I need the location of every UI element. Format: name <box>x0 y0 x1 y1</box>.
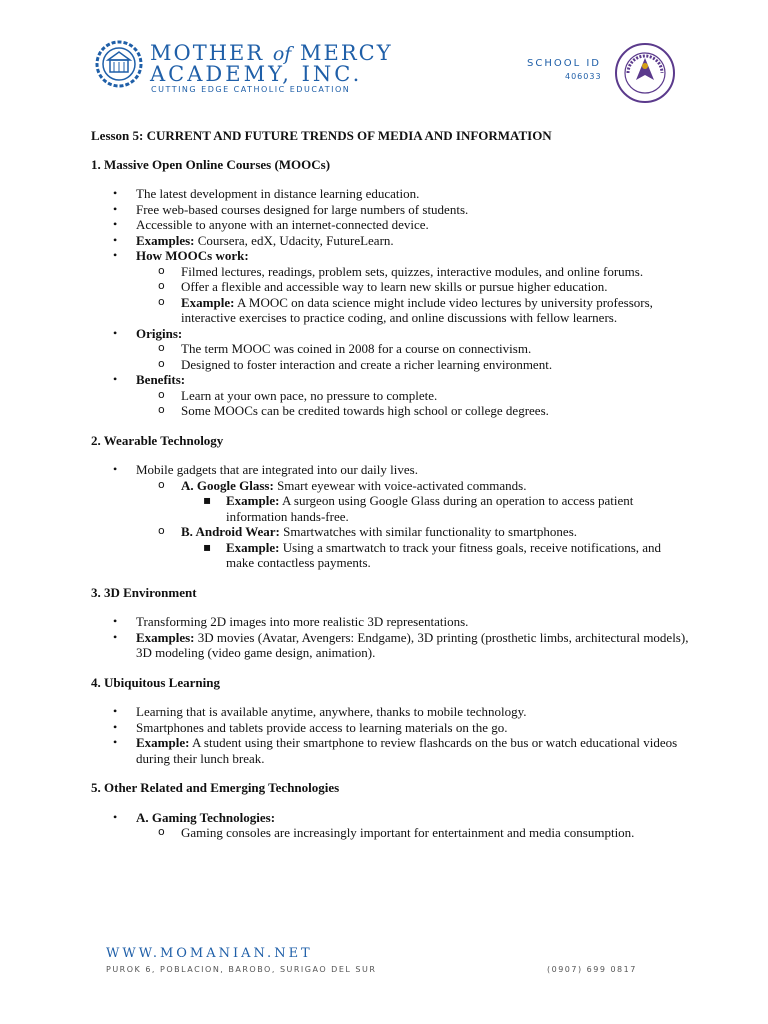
footer-address: PUROK 6, POBLACION, BAROBO, SURIGAO DEL SUR <box>106 965 377 974</box>
section-moocs-list <box>91 186 691 419</box>
list-item: • Free web-based courses designed for large numbers of students. <box>91 202 691 218</box>
sub-sub-list-item: ▪ Example: Using a smartwatch to track your fitness goals, receive notifications, and make contactless payments. <box>181 540 691 571</box>
deped-seal-icon <box>614 42 676 104</box>
sub-list-item: o Example: A MOOC on data science might include video lectures by university professors, interactive exercises to practice coding, and online discussions with fellow learners. <box>136 295 691 326</box>
sub-sub-list-item: ▪ Example: A surgeon using Google Glass during an operation to access patient information hands-free. <box>181 493 691 524</box>
section-emerging-title: 5. Other Related and Emerging Technologies <box>91 780 340 795</box>
section-emerging-list <box>91 810 691 841</box>
school-id-label: SCHOOL ID <box>527 58 601 69</box>
section-moocs-title: 1. Massive Open Online Courses (MOOCs) <box>91 156 331 172</box>
list-item: • Accessible to anyone with an internet-connected device. <box>91 217 691 233</box>
sub-list-item: o The term MOOC was coined in 2008 for a course on connectivism. <box>136 341 691 357</box>
document-header <box>0 0 768 110</box>
sub-list-item: o Filmed lectures, readings, problem sets, quizzes, interactive modules, and online forums. <box>136 264 691 280</box>
sub-list-item: o A. Google Glass: Smart eyewear with voice-activated commands. ▪ Example: A surgeon using Google Glass during an operation to access patient information hands-free. <box>136 478 691 525</box>
school-id-number: 406033 <box>565 72 602 81</box>
sub-list-item: o B. Android Wear: Smartwatches with similar functionality to smartphones. ▪ Example: Using a smartwatch to track your fitness goals, receive notifications, and make contactless payments. <box>136 524 691 571</box>
list-item: • Example: A student using their smartphone to review flashcards on the bus or watch educational videos during their lunch break. <box>91 735 691 766</box>
sub-list-item: o Gaming consoles are increasingly important for entertainment and media consumption. <box>136 825 691 841</box>
section-3d-title: 3. 3D Environment <box>91 584 197 600</box>
sub-list-item: o Some MOOCs can be credited towards high school or college degrees. <box>136 403 691 419</box>
school-tagline: CUTTING EDGE CATHOLIC EDUCATION <box>151 85 351 94</box>
section-3d-list <box>91 614 691 661</box>
section-wearable-title: 2. Wearable Technology <box>91 432 224 448</box>
lesson-content <box>91 120 691 855</box>
list-item: • Smartphones and tablets provide access to learning materials on the go. <box>91 720 691 736</box>
lesson-title: Lesson 5: CURRENT AND FUTURE TRENDS OF MEDIA AND INFORMATION <box>91 128 552 143</box>
list-item: • Origins: o The term MOOC was coined in 2008 for a course on connectivism. o Designed to foster interaction and create a richer learning environment. <box>91 326 691 373</box>
school-seal-icon <box>95 40 143 88</box>
section-ubiquitous-title: 4. Ubiquitous Learning <box>91 674 220 690</box>
list-item: • Benefits: o Learn at your own pace, no pressure to complete. o Some MOOCs can be credited towards high school or college degrees. <box>91 372 691 419</box>
sub-list-item: o Offer a flexible and accessible way to learn new skills or pursue higher education. <box>136 279 691 295</box>
list-item: • Learning that is available anytime, anywhere, thanks to mobile technology. <box>91 704 691 720</box>
section-wearable-list <box>91 462 691 571</box>
list-item: • Examples: Coursera, edX, Udacity, FutureLearn. <box>91 233 691 249</box>
list-item: • Mobile gadgets that are integrated into our daily lives. o A. Google Glass: Smart eyewear with voice-activated commands. ▪ Example: A surgeon using Google Glass during an operation to access patient information hands-free. o B. Android Wear: Smartwatches with similar functionality to smartphones. ▪ Example: Using a smartwatch to track your fitness goals, receive notifications, and make contactless payments. <box>91 462 691 571</box>
sub-list-item: o Learn at your own pace, no pressure to complete. <box>136 388 691 404</box>
school-name-line1: MOTHER of MERCY <box>150 41 393 65</box>
list-item: • A. Gaming Technologies: o Gaming consoles are increasingly important for entertainment and media consumption. <box>91 810 691 841</box>
list-item: • Examples: 3D movies (Avatar, Avengers: Endgame), 3D printing (prosthetic limbs, architectural models), 3D modeling (video game design, animation). <box>91 630 691 661</box>
school-name-line2: ACADEMY, INC. <box>150 62 363 86</box>
list-item: • How MOOCs work: o Filmed lectures, readings, problem sets, quizzes, interactive modules, and online forums. o Offer a flexible and accessible way to learn new skills or pursue higher education. o Example: A MOOC on data science might include video lectures by university professors, interactive exercises to practice coding, and online discussions with fellow learners. <box>91 248 691 326</box>
footer-phone: (0907) 699 0817 <box>547 965 637 974</box>
list-item: • Transforming 2D images into more realistic 3D representations. <box>91 614 691 630</box>
section-ubiquitous-list <box>91 704 691 766</box>
footer-website: WWW.MOMANIAN.NET <box>106 946 313 961</box>
list-item: • The latest development in distance learning education. <box>91 186 691 202</box>
sub-list-item: o Designed to foster interaction and create a richer learning environment. <box>136 357 691 373</box>
